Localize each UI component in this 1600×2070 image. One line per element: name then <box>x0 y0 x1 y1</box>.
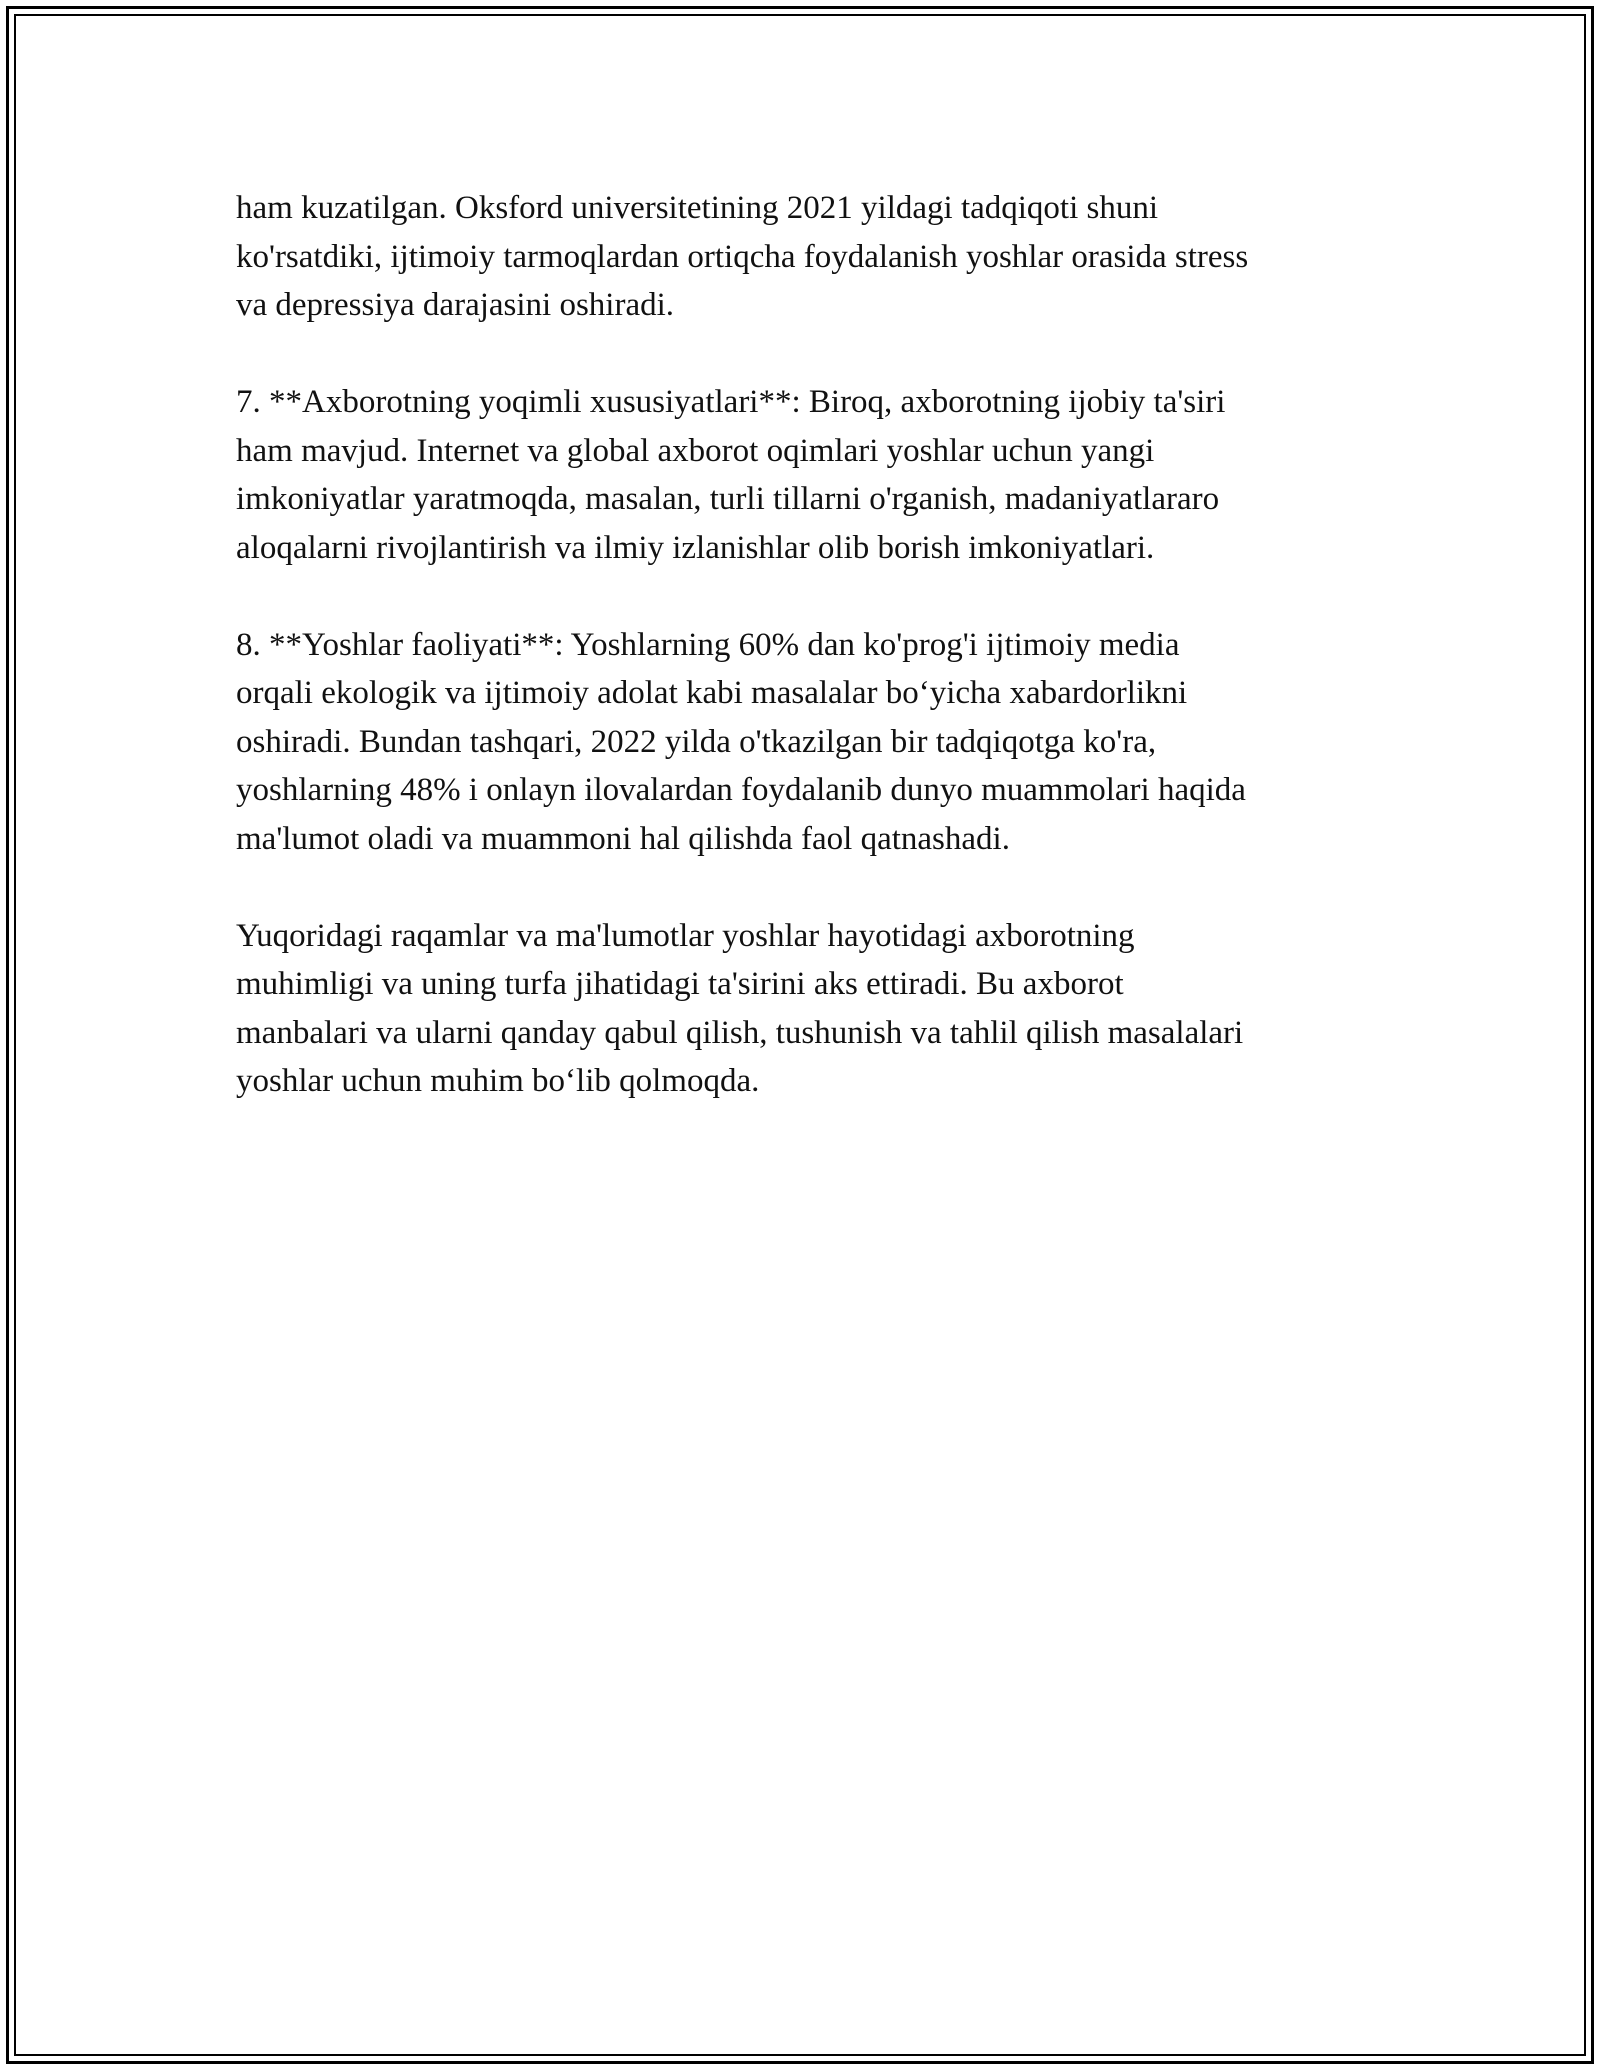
paragraph-item-7: 7. **Axborotning yoqimli xususiyatlari**: Biroq, axborotning ijobiy ta'siri ham mavjud. Internet va global axborot oqimlari yoshlar uchun yangi imkoniyatlar yaratmoqda, masalan, turli tillarni o'rganish, madaniyatlararo aloqalarni rivojlantirish va ilmiy izlanishlar olib borish imkoniyatlari. <box>236 384 1226 566</box>
document-body <box>236 184 1386 1106</box>
paragraph-item-8: 8. **Yoshlar faoliyati**: Yoshlarning 60% dan ko'prog'i ijtimoiy media orqali ekologik va ijtimoiy adolat kabi masalalar bo‘yicha xabardorlikni oshiradi. Bundan tashqari, 2022 yilda o'tkazilgan bir tadqiqotga ko'ra, yoshlarning 48% i onlayn ilovalardan foydalanib dunyo muammolari haqida ma'lumot oladi va muammoni hal qilishda faol qatnashadi. <box>236 626 1246 857</box>
paragraph-conclusion: Yuqoridagi raqamlar va ma'lumotlar yoshlar hayotidagi axborotning muhimligi va uning turfa jihatidagi ta'sirini aks ettiradi. Bu axborot manbalari va ularni qanday qabul qilish, tushunish va tahlil qilish masalalari yoshlar uchun muhim bo‘lib qolmoqda. <box>236 917 1244 1099</box>
paragraph-continuation: ham kuzatilgan. Oksford universitetining 2021 yildagi tadqiqoti shuni ko'rsatdiki, ijtimoiy tarmoqlardan ortiqcha foydalanish yoshlar orasida stress va depressiya darajasini oshiradi. <box>236 190 1249 323</box>
